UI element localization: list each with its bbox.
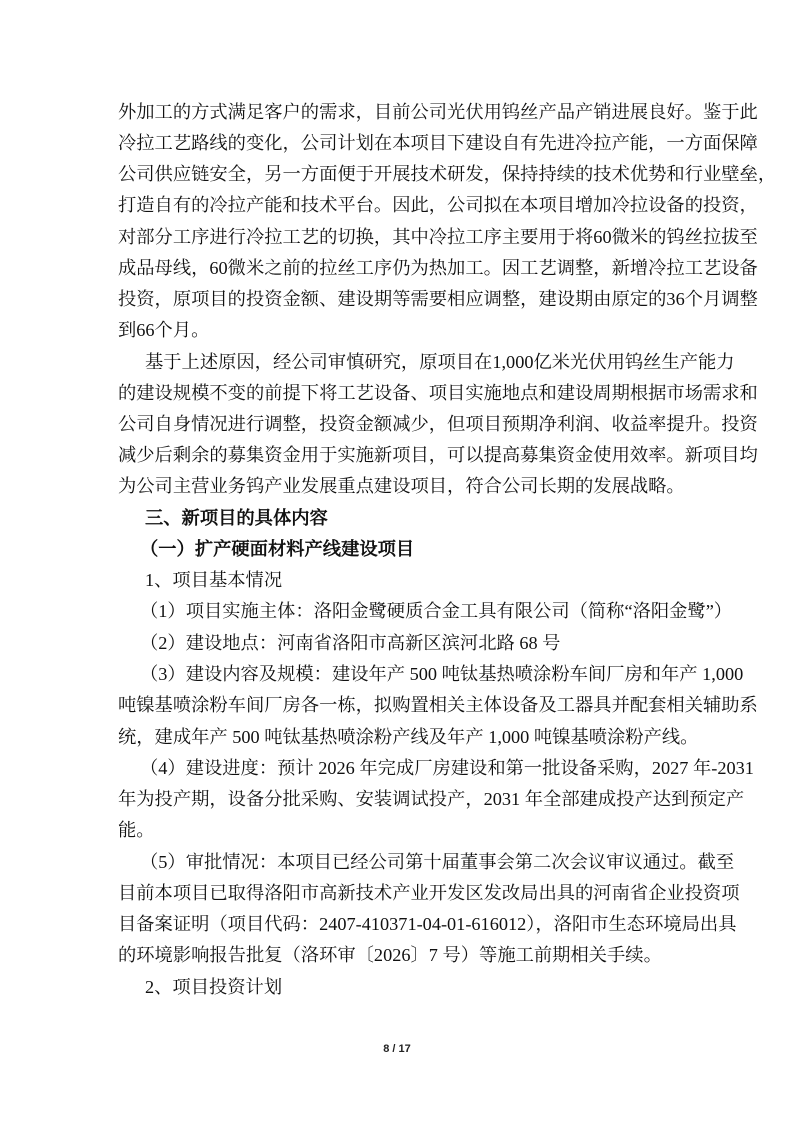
text-line: 外加工的方式满足客户的需求，目前公司光伏用钨丝产品产销进展良好。鉴于此 (118, 102, 758, 122)
text-line: （4）建设进度：预计 2026 年完成厂房建设和第一批设备采购，2027 年-2031 (140, 758, 754, 778)
text-line: 的环境影响报告批复（洛环审〔2026〕7 号）等施工前期相关手续。 (118, 945, 662, 965)
item-heading: 2、项目投资计划 (145, 977, 283, 997)
text-line: 年为投产期，设备分批采购、安装调试投产，2031 年全部建成投产达到预定产 (118, 789, 745, 809)
page-number: 8 / 17 (383, 1043, 411, 1055)
subsection-heading: （一）扩产硬面材料产线建设项目 (140, 539, 415, 559)
text-line: 能。 (118, 820, 155, 840)
text-line: 对部分工序进行冷拉工艺的切换，其中冷拉工序主要用于将60微米的钨丝拉拔至 (118, 227, 758, 247)
text-line: 公司供应链安全，另一方面便于开展技术研发，保持持续的技术优势和行业壁垒， (118, 164, 777, 184)
text-line: 冷拉工艺路线的变化，公司计划在本项目下建设自有先进冷拉产能，一方面保障 (118, 133, 758, 153)
text-line: 目备案证明（项目代码：2407-410371-04-01-616012），洛阳市生态环境局出具 (118, 914, 737, 934)
text-line: 到66个月。 (118, 320, 210, 340)
text-line: 成品母线，60微米之前的拉丝工序仍为热加工。因工艺调整，新增冷拉工艺设备 (118, 258, 758, 278)
text-line: 减少后剩余的募集资金用于实施新项目，可以提高募集资金使用效率。新项目均 (118, 445, 758, 465)
text-line: 统，建成年产 500 吨钛基热喷涂粉产线及年产 1,000 吨镍基喷涂粉产线。 (118, 727, 699, 747)
item-2: （2）建设地点：河南省洛阳市高新区滨河北路 68 号 (140, 633, 561, 653)
text-line: （3）建设内容及规模：建设年产 500 吨钛基热喷涂粉车间厂房和年产 1,000 (140, 664, 744, 684)
item-heading: 1、项目基本情况 (145, 570, 283, 590)
section-heading: 三、新项目的具体内容 (145, 508, 328, 528)
text-line: 投资，原项目的投资金额、建设期等需要相应调整，建设期由原定的36个月调整 (118, 289, 758, 309)
text-line: 基于上述原因，经公司审慎研究，原项目在1,000亿米光伏用钨丝生产能力 (145, 352, 735, 372)
text-line: （5）审批情况：本项目已经公司第十届董事会第二次会议审议通过。截至 (140, 852, 735, 872)
text-line: 的建设规模不变的前提下将工艺设备、项目实施地点和建设周期根据市场需求和 (118, 383, 758, 403)
item-1: （1）项目实施主体：洛阳金鹭硬质合金工具有限公司（简称“洛阳金鹭”） (140, 601, 733, 621)
text-line: 打造自有的冷拉产能和技术平台。因此，公司拟在本项目增加冷拉设备的投资， (118, 195, 758, 215)
text-line: 为公司主营业务钨产业发展重点建设项目，符合公司长期的发展战略。 (118, 476, 685, 496)
text-line: 公司自身情况进行调整，投资金额减少，但项目预期净利润、收益率提升。投资 (118, 414, 758, 434)
text-line: 吨镍基喷涂粉车间厂房各一栋，拟购置相关主体设备及工器具并配套相关辅助系 (118, 695, 758, 715)
text-line: 目前本项目已取得洛阳市高新技术产业开发区发改局出具的河南省企业投资项 (118, 883, 740, 903)
